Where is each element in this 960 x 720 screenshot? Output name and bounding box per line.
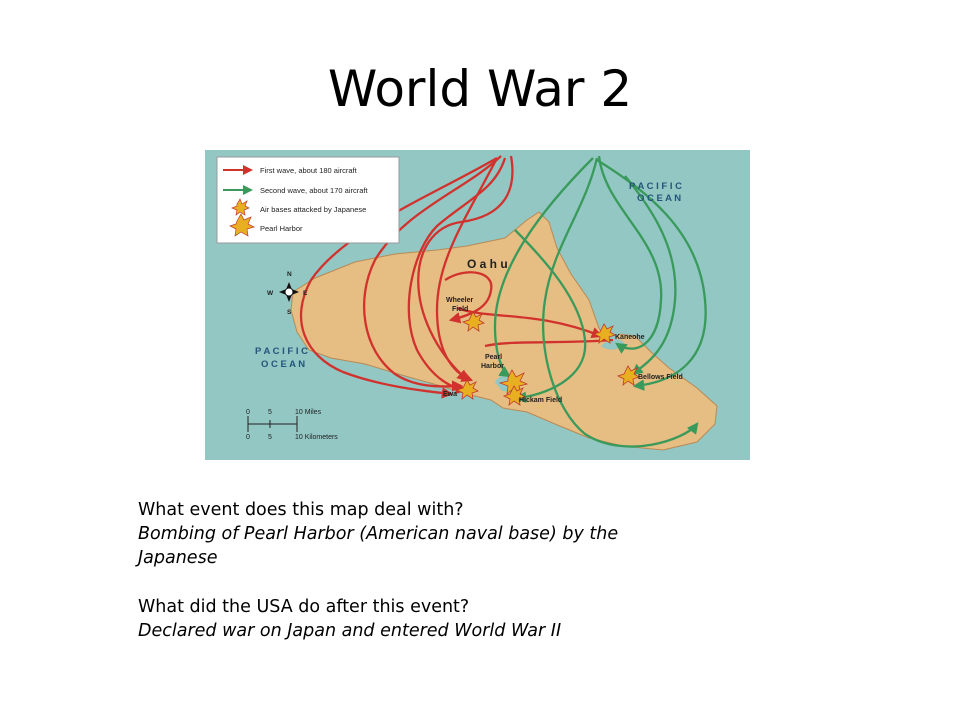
oahu-attack-map <box>205 150 750 460</box>
slide-title: World War 2 <box>327 60 633 118</box>
hickam-label: Hickam Field <box>519 397 563 404</box>
ocean-label-w-line1: P A C I F I C <box>255 346 308 357</box>
compass-n: N <box>287 271 292 278</box>
pearl-label-line1: Pearl <box>485 354 503 361</box>
answer-1-line1: Bombing of Pearl Harbor (American naval base) by the <box>138 524 619 544</box>
compass-e: E <box>303 290 308 297</box>
scale-km-0: 0 <box>246 434 250 441</box>
legend-pearl-harbor-label: Pearl Harbor <box>260 224 303 233</box>
answer-1-line2: Japanese <box>138 548 218 568</box>
question-answer-block <box>138 498 738 643</box>
kaneohe-label: Kaneohe <box>615 334 645 341</box>
wheeler-label-line2: Field <box>452 306 469 313</box>
question-2: What did the USA do after this event? <box>138 597 470 617</box>
ocean-label-ne-line1: P A C I F I C <box>629 181 682 192</box>
wheeler-label-line1: Wheeler <box>446 297 474 304</box>
scale-miles-0: 0 <box>246 409 250 416</box>
scale-miles-5: 5 <box>268 409 272 416</box>
legend-first-wave-label: First wave, about 180 aircraft <box>260 166 357 175</box>
scale-miles-10: 10 Miles <box>295 409 322 416</box>
ocean-label-w-line2: O C E A N <box>261 359 306 370</box>
scale-km-5: 5 <box>268 434 272 441</box>
question-1: What event does this map deal with? <box>138 500 464 520</box>
ewa-label: Ewa <box>443 391 458 398</box>
bellows-label: Bellows Field <box>638 374 683 381</box>
legend-air-bases-label: Air bases attacked by Japanese <box>260 205 367 214</box>
compass-s: S <box>287 309 292 316</box>
pearl-label-line2: Harbor <box>481 363 504 370</box>
legend-second-wave-label: Second wave, about 170 aircraft <box>260 186 368 195</box>
map-legend <box>217 157 399 243</box>
ocean-label-ne-line2: O C E A N <box>637 193 682 204</box>
compass-w: W <box>267 290 274 297</box>
island-label: O a h u <box>467 257 508 271</box>
scale-km-10: 10 Kilometers <box>295 434 338 441</box>
answer-2: Declared war on Japan and entered World War II <box>138 621 562 641</box>
